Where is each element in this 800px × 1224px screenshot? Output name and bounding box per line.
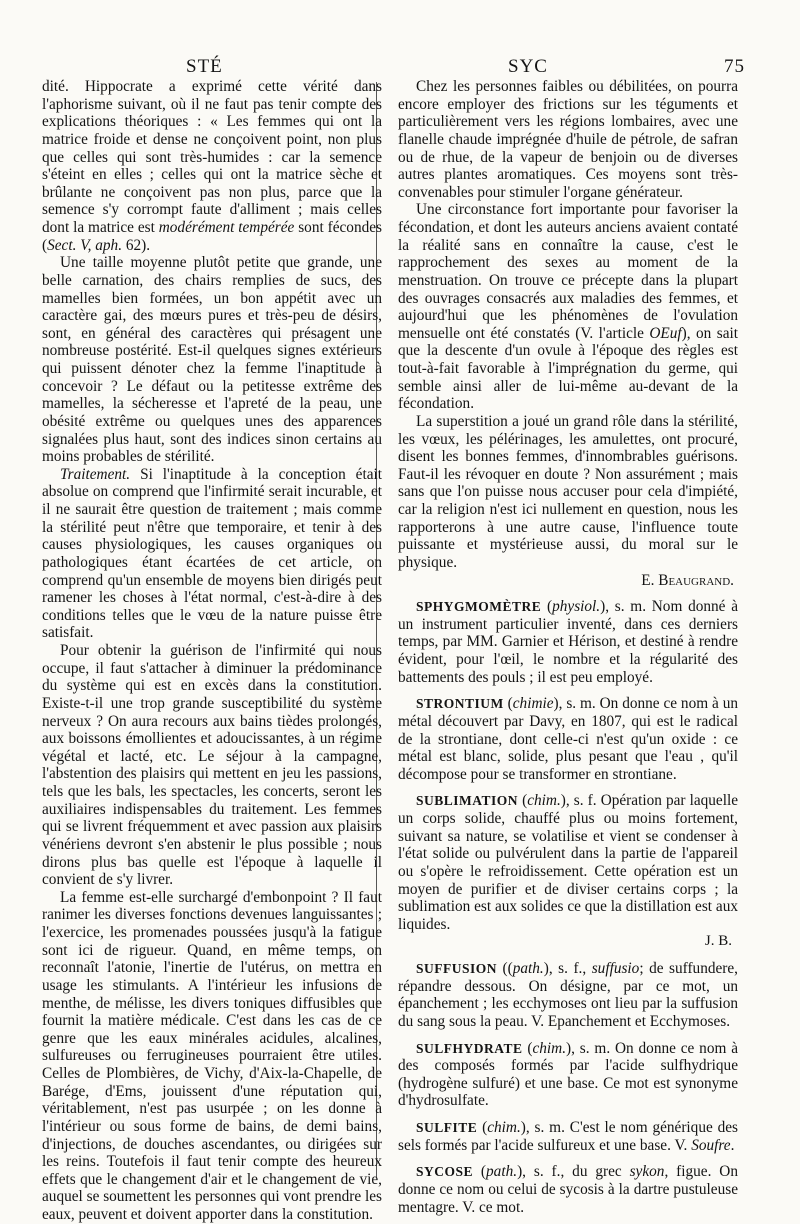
paragraph-guerison: Pour obtenir la guérison de l'infirmité qui nous occupe, il faut s'attacher à diminuer la prédominance du système qui est en excès dans la constitution. Existe-t-il une trop grande susceptibilité du système nerveux ? On aura recours aux bains tièdes prolongés, aux boissons émollientes et adoucissantes, à un régime végétal et lacté, etc. Le séjour à la campagne, l'abstention des plaisirs qui mettent en jeu les passions, tels que les bals, les spectacles, les concerts, seront les auxiliaires indispensables du traitement. Les femmes qui se livrent fréquemment et avec passion aux plaisirs vénériens devront s'en abstenir le plus possible ; nous dirons plus bas quelle est l'époque à laquelle il convient de s'y livrer.	[42, 642, 382, 889]
paragraph-signs: Une taille moyenne plutôt petite que grande, une belle carnation, des chairs remplies de sucs, des mamelles bien formées, un bon appétit avec un caractère gai, des mœurs pures et très-peu de désirs, sont, en général des caractères qui présagent une nombreuse postérité. Est-il quelques signes extérieurs qui puissent dénoter chez la femme l'inaptitude à concevoir ? Le défaut ou la petitesse extrême des mamelles, la sécheresse et l'apreté de la peau, une obésité extrême ou quelques unes des apparences signalées plus haut, sont des indices sinon certains au moins probables de stérilité.	[42, 254, 382, 466]
paragraph-embonpoint: La femme est-elle surchargé d'embonpoint ? Il faut ranimer les diverses fonctions devenues languissantes ; l'exercice, les promenades poussées jusqu'à la fatigue sont ici de rigueur. Quand, en même temps, on reconnaît l'atonie, l'inertie de l'utérus, on mettra en usage les stimulants. A l'intérieur les infusions de menthe, de mélisse, les divers toniques diffusibles que fournit la matière médicale. C'est dans les cas de ce genre que les eaux minérales acidules, alcalines, sulfureuses ou ferrugineuses pourraient être utiles. Celles de Plombières, de Vichy, d'Aix-la-Chapelle, de Barége, d'Ems, jouissent d'une réputation qui, véritablement, n'est pas usurpée ; on les donne à l'intérieur ou sous forme de bains, de demi bains, d'injections, de douches ascendantes, ou dirigées sur les reins. Toutefois il faut tenir compte des heureux effets que le changement d'air et le changement de vie, auquel se soumettent les personnes qui vont prendre les eaux, peuvent et doivent apporter dans la constitution.	[42, 888, 382, 1223]
paragraph-fecondation: Une circonstance fort importante pour favoriser la fécondation, et dont les auteurs anciens avaient contaté la réalité sans en connaître la cause, c'est le rapprochement des sexes au moment de la menstruation. On trouve ce précepte dans la plupart des ouvrages consacrés aux maladies des femmes, et aujourd'hui que les phénomènes de l'ovulation mensuelle ont été constatés (V. l'article OEuf), on sait que la descente d'un ovule à l'époque des règles est tout-à-fait favorable à l'imprégnation du germe, qui semble ainsi aller de lui-même au-devant de la fécondation.	[398, 201, 739, 413]
entry-suffusion: SUFFUSION ((path.), s. f., suffusio; de suffundere, répandre dessous. On désigne, par ce mot, un épanchement ; les ecchymoses ont lieu par la suffusion du sang sous la peau. V. Epanchement et Ecchymoses.	[398, 960, 738, 1030]
page-number: 75	[724, 56, 745, 77]
left-column	[42, 78, 382, 1223]
entry-sulfhydrate: SULFHYDRATE (chim.), s. m. On donne ce nom à des composés formés par l'acide sulfhydrique (hydrogène sulfuré) et une base. Ce mot est synonyme d'hydrosulfate.	[398, 1039, 738, 1110]
entry-sycose: SYCOSE (path.), s. f., du grec sykon, figue. On donne ce nom ou celui de sycosis à la dartre pustuleuse mentagre. V. ce mot.	[398, 1163, 738, 1216]
author-signature: E. Beaugrand.	[641, 571, 734, 589]
paragraph-superstition: La superstition a joué un grand rôle dans la stérilité, les vœux, les pélérinages, les amulettes, ont procuré, disent les bonnes femmes, d'innombrables guérisons. Faut-il les révoquer en doute ? Non assurément ; mais sans que l'on puisse nous accuser pour cela d'impiété, car la religion n'est ici nullement en question, nous les rapporterons à une autre cause, l'influence toute puissante et mystérieuse aussi, du moral sur le physique.	[398, 412, 738, 571]
entry-strontium: STRONTIUM (chimie), s. m. On donne ce nom à un métal découvert par Davy, en 1807, qui est le radical de la strontiane, dont celle-ci n'est qu'un oxide : ce métal est blanc, solide, plus pesant que l'eau , qu'il décompose pour se transformer en strontiane.	[398, 695, 738, 783]
paragraph-hippocrate: dité. Hippocrate a exprimé cette vérité dans l'aphorisme suivant, où il ne faut pas tenir compte des explications théoriques : « Les femmes qui ont la matrice froide et dense ne conçoivent point, non plus que celles qui sont très-humides : car la semence s'éteint en elles ; celles qui ont la matrice sèche et brûlante ne conçoivent pas non plus, parce que la semence s'y corrompt faute d'alliment ; mais celles dont la matrice est modérément tempérée sont fécondes (Sect. V, aph. 62).	[42, 78, 382, 254]
section-label: Traitement.	[60, 465, 131, 483]
entry-signature: J. B.	[704, 933, 732, 950]
paragraph-traitement: Traitement. Si l'inaptitude à la conception était absolue on comprend que l'infirmité serait incurable, et il ne saurait être question de traitement ; mais comme la stérilité peut n'être que temporaire, et tenir à des causes physiologiques, les causes organiques ou pathologiques étant écartées de cet article, on comprend qu'un ensemble de moyens bien dirigés peut ramener les choses à l'état normal, c'est-à-dire à des conditions telles que le vœu de la nature puisse être satisfait.	[42, 465, 382, 642]
header-center-guideword: SYC	[508, 56, 548, 77]
entry-sphygmometre: SPHYGMOMÈTRE (physiol.), s. m. Nom donné à un instrument particulier inventé, dans ces derniers temps, par MM. Garnier et Hérison, et destiné à rendre évident, pour l'œil, le nombre et la régularité des battements des pouls ; il est peu employé.	[398, 598, 739, 686]
header-left-guideword: STÉ	[186, 56, 223, 77]
right-column	[398, 78, 739, 1216]
entry-sublimation: SUBLIMATION (chim.), s. f. Opération par laquelle un corps solide, chauffé plus ou moins fortement, suivant sa nature, se volatilise et vient se condenser à l'état solide ou pulvérulent dans la partie de l'appareil ou s'opère le refroidissement. Cette opération est un moyen de purifier et de diviser certains corps ; la sublimation est aux solides ce que la distillation est aux liquides.	[398, 792, 738, 933]
paragraph-frictions: Chez les personnes faibles ou débilitées, on pourra encore employer des frictions sur les téguments et particulièrement vers les régions lombaires, avec une flanelle chaude imprégnée d'huile de pétrole, de safran ou de rhue, de la vapeur de benjoin ou de diverses autres plantes aromatiques. Ces moyens sont très-convenables pour stimuler l'organe générateur.	[398, 78, 738, 201]
entry-sulfite: SULFITE (chim.), s. m. C'est le nom générique des sels formés par l'acide sulfureux et une base. V. Soufre.	[398, 1119, 739, 1154]
